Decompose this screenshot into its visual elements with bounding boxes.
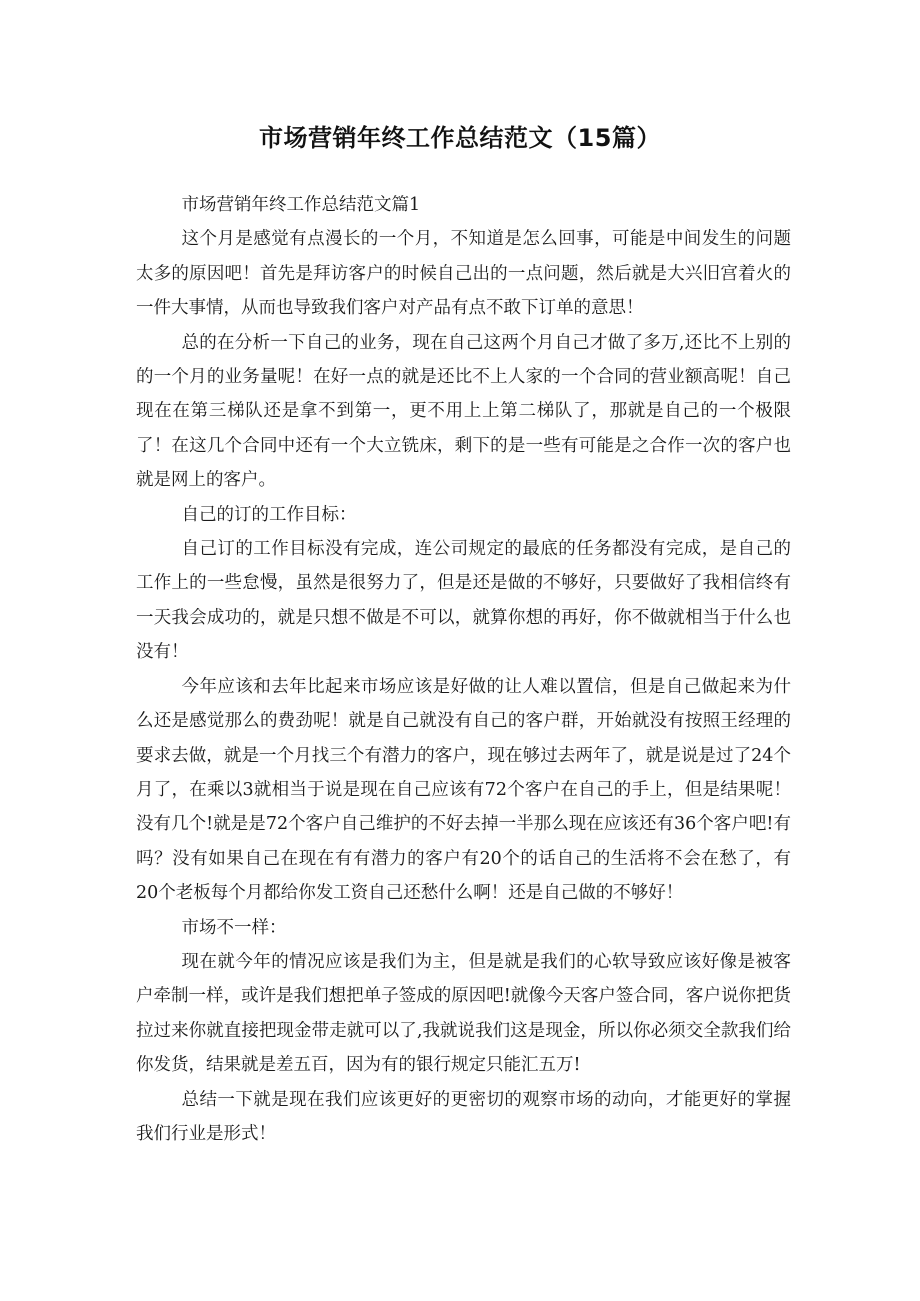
paragraph: 今年应该和去年比起来市场应该是好做的让人难以置信，但是自己做起来为什么还是感觉那么的费劲呢！就是自己就没有自己的客户群，开始就没有按照王经理的要求去做，就是一个月找三个有潜力的客户，现在够过去两年了，就是说是过了24个月了，在乘以3就相当于说是现在自己应该有72个客户在自己的手上，但是结果呢！没有几个!就是是72个客户自己维护的不好去掉一半那么现在应该还有36个客户吧!有吗？没有如果自己在现在有有潜力的客户有20个的话自己的生活将不会在愁了，有20个老板每个月都给你发工资自己还愁什么啊！还是自己做的不够好！ <box>136 676 791 904</box>
paragraph: 总的在分析一下自己的业务，现在自己这两个月自己才做了多万,还比不上别的的一个月的业务量呢！在好一点的就是还比不上人家的一个合同的营业额高呢！自己现在在第三梯队还是拿不到第一，更不用上上第二梯队了，那就是自己的一个极限了！在这几个合同中还有一个大立铣床，剩下的是一些有可能是之合作一次的客户也就是网上的客户。 <box>136 332 791 491</box>
section-heading: 自己的订的工作目标： <box>181 504 357 525</box>
document-body <box>136 188 791 1151</box>
section-heading: 市场不一样： <box>181 917 287 938</box>
paragraph: 总结一下就是现在我们应该更好的更密切的观察市场的动向，才能更好的掌握我们行业是形式！ <box>136 1089 791 1144</box>
paragraph: 现在就今年的情况应该是我们为主，但是就是我们的心软导致应该好像是被客户牵制一样，或许是我们想把单子签成的原因吧!就像今天客户签合同，客户说你把货拉过来你就直接把现金带走就可以了,我就说我们这是现金，所以你必须交全款我们给你发货，结果就是差五百，因为有的银行规定只能汇五万! <box>136 951 791 1076</box>
paragraph: 自己订的工作目标没有完成，连公司规定的最底的任务都没有完成，是自己的工作上的一些怠慢，虽然是很努力了，但是还是做的不够好，只要做好了我相信终有一天我会成功的，就是只想不做是不可以，就算你想的再好，你不做就相当于什么也没有！ <box>136 539 791 663</box>
paragraph: 这个月是感觉有点漫长的一个月，不知道是怎么回事，可能是中间发生的问题太多的原因吧！首先是拜访客户的时候自己出的一点问题，然后就是大兴旧宫着火的一件大事情，从而也导致我们客户对产品有点不敢下订单的意思！ <box>136 229 791 319</box>
document-title: 市场营销年终工作总结范文（15篇） <box>259 124 661 152</box>
section-heading: 市场营销年终工作总结范文篇1 <box>181 195 421 215</box>
